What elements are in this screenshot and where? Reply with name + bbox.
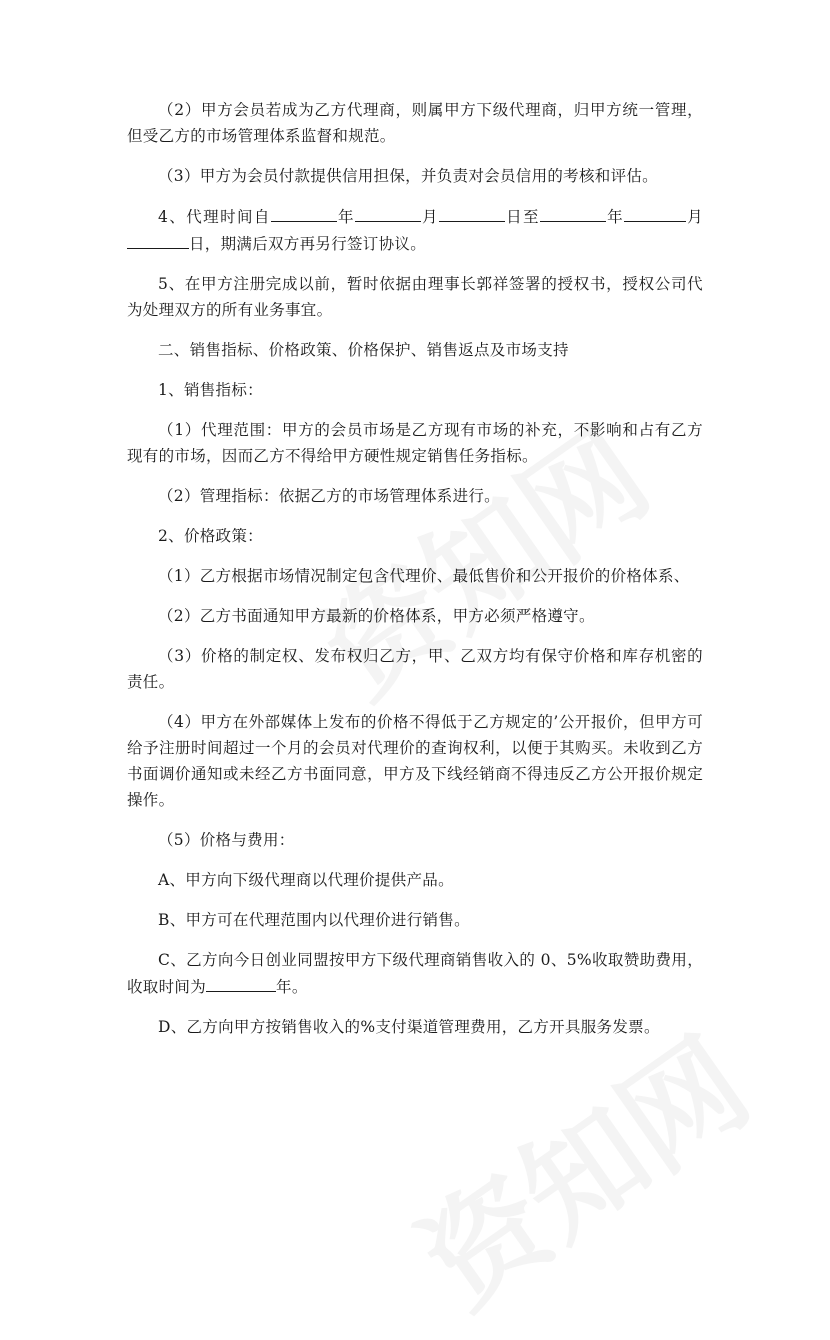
blank-field (355, 203, 421, 222)
agency-period-text: 4、代理时间自 (158, 208, 271, 226)
agency-period-text: 日至 (504, 208, 540, 226)
paragraph-authorization: 5、在甲方注册完成以前，暂时依据由理事长郭祥签署的授权书，授权公司代为处理双方的所有业务事宜。 (127, 275, 703, 319)
paragraph-price-publication: （4）甲方在外部媒体上发布的价格不得低于乙方规定的’公开报价，但甲方可给予注册时间超过一个月的会员对代理价的查询权利，以便于其购买。未收到乙方书面调价通知或未经乙方书面同意，甲方及下线经销商不得违反乙方公开报价规定操作。 (127, 713, 703, 809)
agency-period-text: 年 (336, 208, 355, 226)
paragraph-price-and-fees: （5）价格与费用： (158, 831, 295, 849)
paragraph-credit-guarantee: （3）甲方为会员付款提供信用担保，并负责对会员信用的考核和评估。 (158, 167, 658, 185)
paragraph-item-c (127, 947, 703, 1000)
blank-field (271, 203, 337, 222)
paragraph-agency-scope: （1）代理范围：甲方的会员市场是乙方现有市场的补充，不影响和占有乙方现有的市场，因而乙方不得给甲方硬性规定销售任务指标。 (127, 421, 703, 465)
agency-period-text: 月 (686, 208, 703, 226)
paragraph-price-rights: （3）价格的制定权、发布权归乙方，甲、乙双方均有保守价格和库存机密的责任。 (127, 647, 703, 691)
blank-field (206, 973, 276, 992)
paragraph-item-d: D、乙方向甲方按销售收入的%支付渠道管理费用，乙方开具服务发票。 (158, 1018, 660, 1036)
paragraph-member-agent: （2）甲方会员若成为乙方代理商，则属甲方下级代理商，归甲方统一管理，但受乙方的市场管理体系监督和规范。 (127, 101, 703, 145)
agency-period-text: 月 (420, 208, 439, 226)
section-heading: 二、销售指标、价格政策、价格保护、销售返点及市场支持 (158, 341, 569, 359)
subsection-heading: 1、销售指标： (158, 381, 263, 399)
paragraph-item-a: A、甲方向下级代理商以代理价提供产品。 (158, 871, 454, 889)
agency-period-text: 日，期满后双方再另行签订协议。 (189, 235, 427, 253)
paragraph-price-system: （1）乙方根据市场情况制定包含代理价、最低售价和公开报价的价格体系、 (158, 567, 690, 585)
item-c-text: C、乙方向今日创业同盟按甲方下级代理商销售收入的 0、5%收取赞助费用，收取时间为 (127, 951, 703, 996)
agency-period-text: 年 (605, 208, 625, 226)
blank-field (624, 203, 686, 222)
paragraph-management-indicator: （2）管理指标：依据乙方的市场管理体系进行。 (158, 487, 500, 505)
document-body (127, 97, 703, 1054)
paragraph-agency-period (127, 203, 703, 257)
paragraph-price-notice: （2）乙方书面通知甲方最新的价格体系，甲方必须严格遵守。 (158, 607, 595, 625)
item-c-text: 年。 (276, 978, 308, 996)
subsection-heading: 2、价格政策： (158, 527, 263, 545)
blank-field (439, 203, 505, 222)
paragraph-item-b: B、甲方可在代理范围内以代理价进行销售。 (158, 911, 470, 929)
blank-field (540, 203, 606, 222)
blank-field (127, 230, 189, 249)
